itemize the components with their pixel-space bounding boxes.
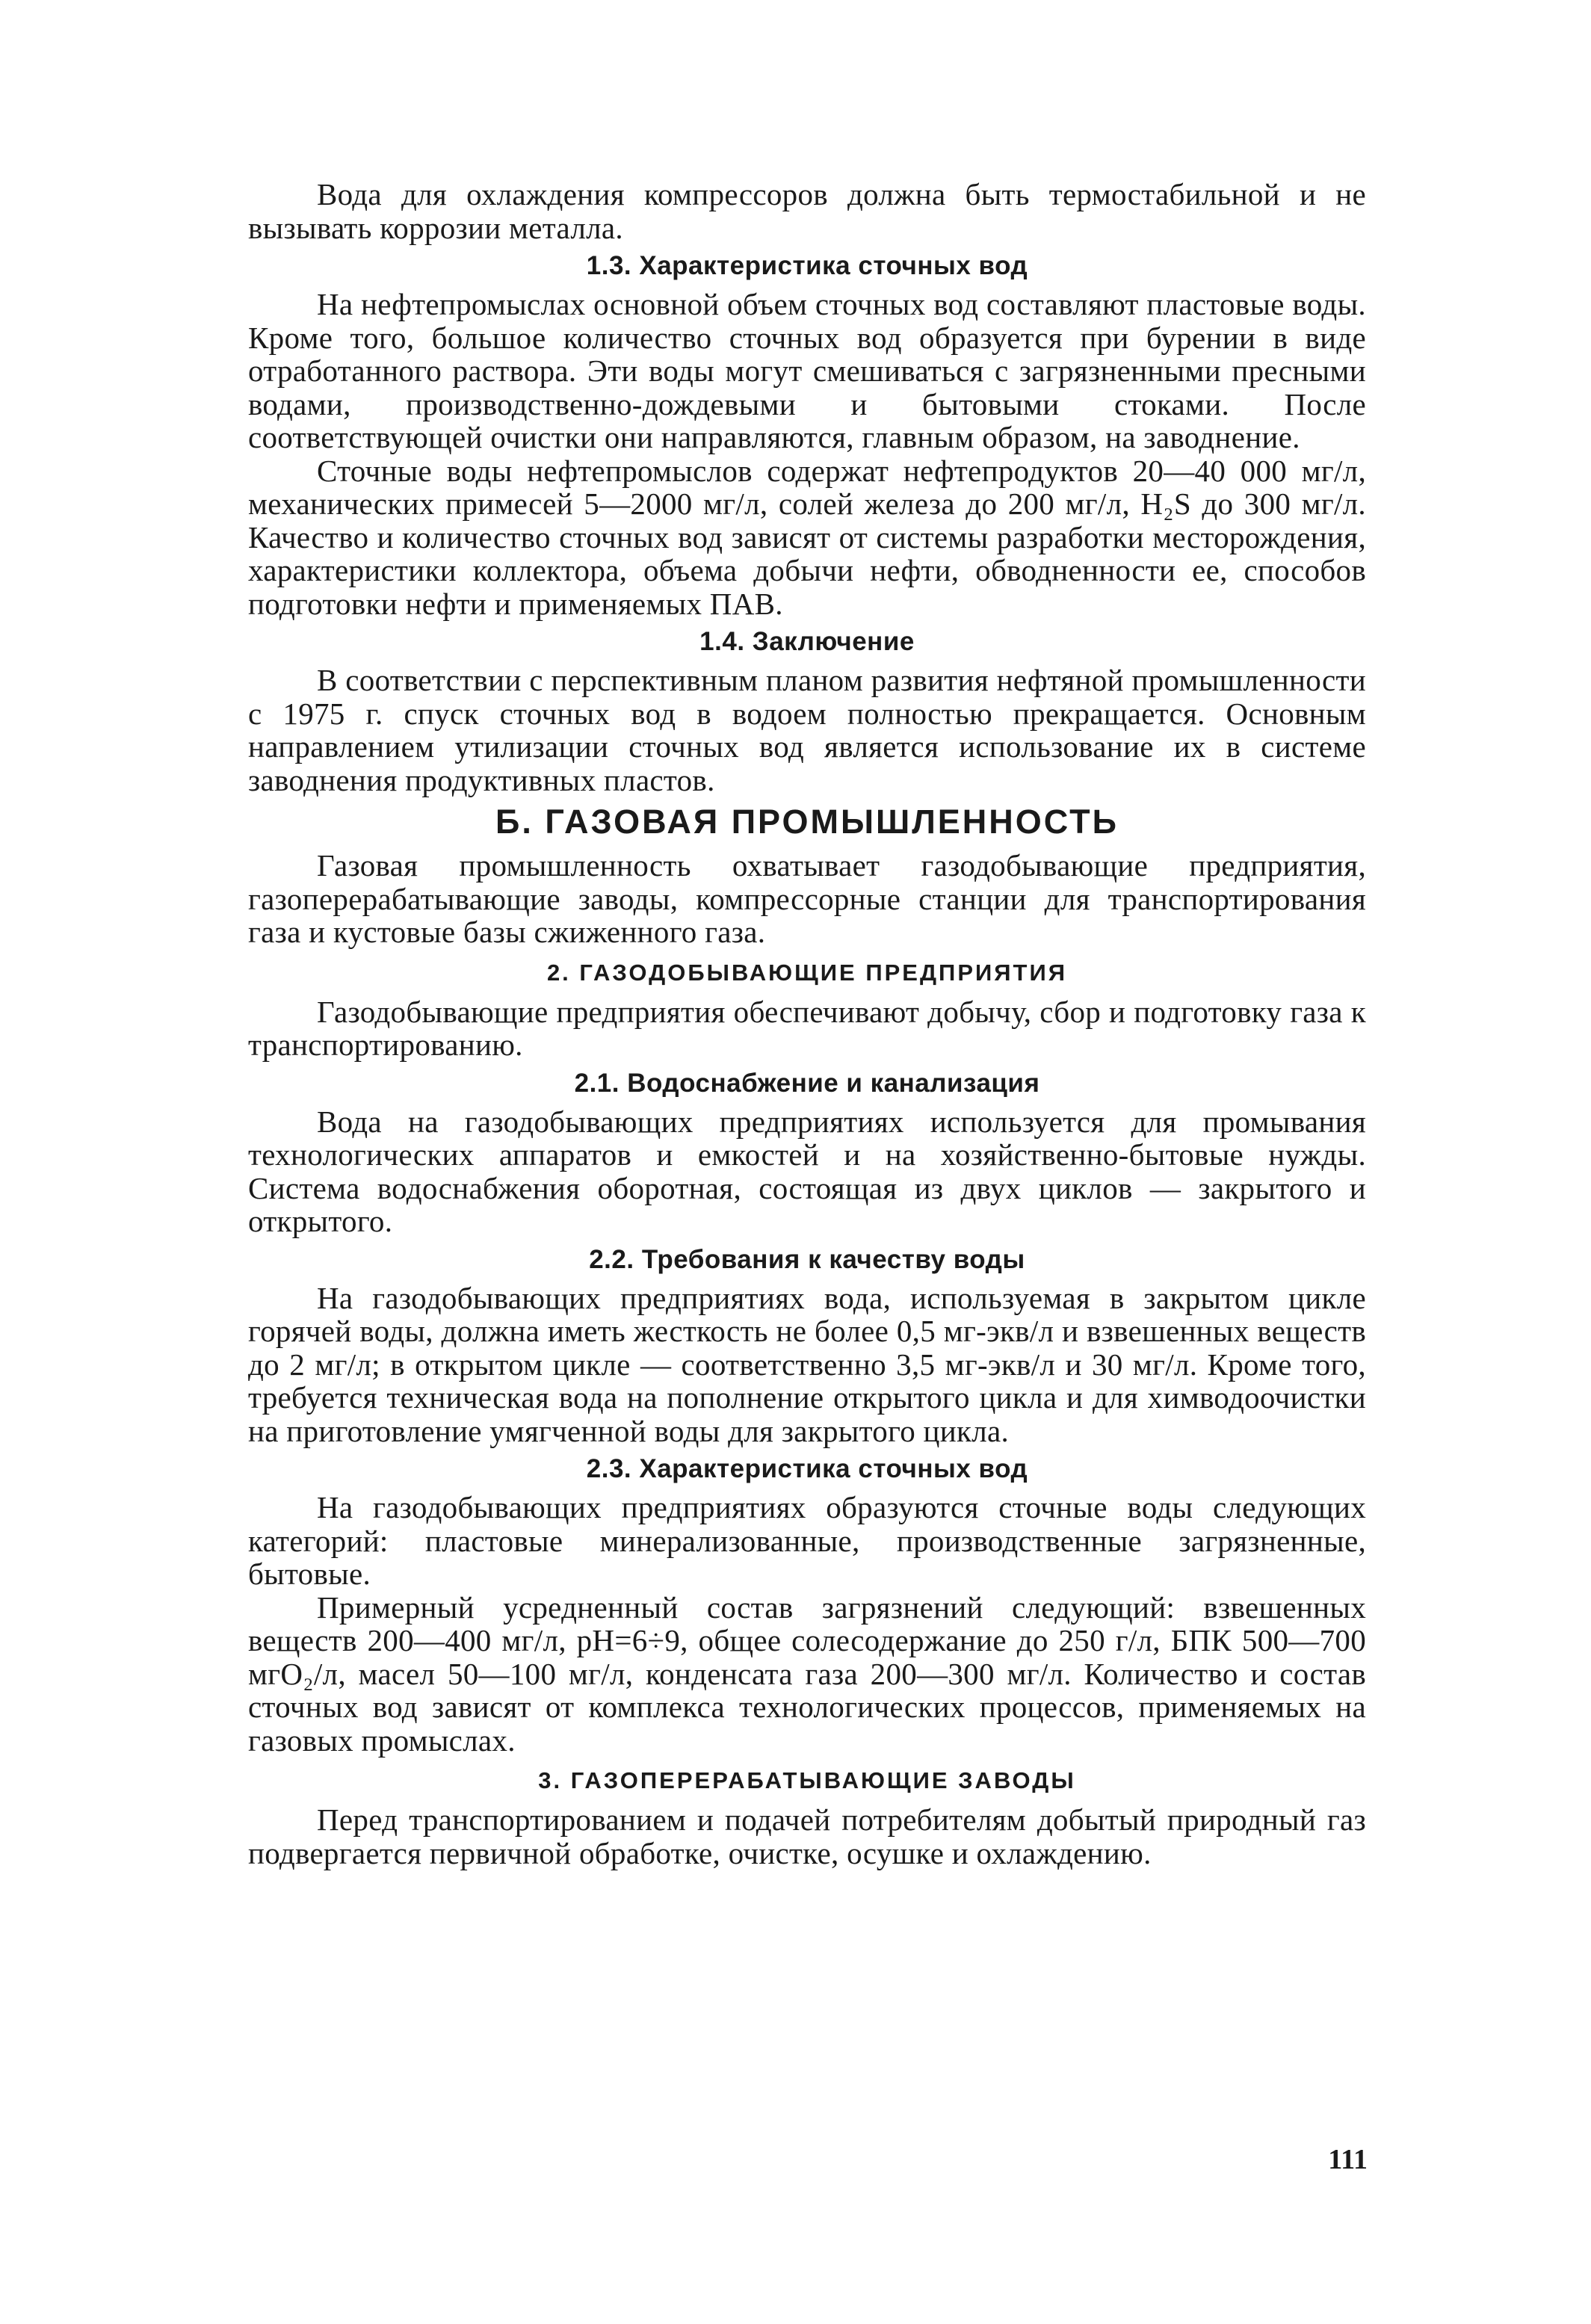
paragraph-oilfield-wastewater: На нефтепромыслах основной объем сточных вод составляют пластовые воды. Кроме того, большое количество сточных вод образуется при бурении в виде отработанного раствора. Эти воды могут смешиваться с загрязненными пресными водами, производственно-дождевыми и бытовыми стоками. После соответствующей очистки они направляются, главным образом, на заводнение. <box>248 287 1366 454</box>
paragraph-gas-processing: Перед транспортированием и подачей потребителям добытый природный газ подвергается первичной обработке, очистке, осушке и охлаждению. <box>248 1802 1366 1870</box>
heading-3: 3. ГАЗОПЕРЕРАБАТЫВАЮЩИЕ ЗАВОДЫ <box>538 1767 1076 1793</box>
paragraph-conclusion: В соответствии с перспективным планом развития нефтяной промышленности с 1975 г. спуск сточных вод в водоем полностью прекращается. Основным направлением утилизации сточных вод является использование их в системе заводнения продуктивных пластов. <box>248 663 1366 797</box>
paragraph-compressor-cooling: Вода для охлаждения компрессоров должна быть термостабильной и не вызывать коррозии металла. <box>248 177 1366 245</box>
paragraph-water-quality: На газодобывающих предприятиях вода, используемая в закрытом цикле горячей воды, должна иметь жесткость не более 0,5 мг-экв/л и взвешенных веществ до 2 мг/л; в открытом цикле — соответственно 3,5 мг-экв/л и 30 мг/л. Кроме того, требуется техническая вода на пополнение открытого цикла и для химводоочистки на приготовление умягченной воды для закрытого цикла. <box>248 1280 1366 1448</box>
paragraph-oilfield-composition: Сточные воды нефтепромыслов содержат нефтепродуктов 20—40 000 мг/л, механических примесей 5—2000 мг/л, солей железа до 200 мг/л, H₂S до 300 мг/л. Качество и количество сточных вод зависят от системы разработки месторождения, характеристики коллектора, объема добычи нефти, обводненности ее, способов подготовки нефти и применяемых ПАВ. <box>248 453 1366 621</box>
paragraph-gas-wastewater-categories: На газодобывающих предприятиях образуются сточные воды следующих категорий: пластовые минерализованные, производственные загрязненные, бытовые. <box>248 1490 1366 1591</box>
heading-2: 2. ГАЗОДОБЫВАЮЩИЕ ПРЕДПРИЯТИЯ <box>546 959 1068 986</box>
paragraph-gas-wastewater-composition: Примерный усредненный состав загрязнений следующий: взвешенных веществ 200—400 мг/л, pH=6÷9, общее солесодержание до 250 г/л, БПК 500—700 мгO₂/л, масел 50—100 мг/л, конденсата газа 200—300 мг/л. Количество и состав сточных вод зависят от комплекса технологических процессов, применяемых на газовых промыслах. <box>248 1589 1366 1758</box>
heading-section-b: Б. ГАЗОВАЯ ПРОМЫШЛЕННОСТЬ <box>495 803 1119 841</box>
paragraph-gas-industry: Газовая промышленность охватывает газодобывающие предприятия, газоперерабатывающие заводы, компрессорные станции для транспортирования газа и кустовые базы сжиженного газа. <box>248 848 1366 949</box>
page-number: 111 <box>1328 2144 1368 2175</box>
text-column <box>248 178 1366 1870</box>
heading-2-1: 2.1. Водоснабжение и канализация <box>574 1068 1040 1098</box>
heading-1-4: 1.4. Заключение <box>699 627 915 656</box>
paragraph-gas-producing: Газодобывающие предприятия обеспечивают добычу, сбор и подготовку газа к транспортированию. <box>248 994 1366 1062</box>
heading-1-3: 1.3. Характеристика сточных вод <box>586 251 1028 280</box>
heading-2-3: 2.3. Характеристика сточных вод <box>586 1454 1028 1483</box>
heading-2-2: 2.2. Требования к качеству воды <box>589 1244 1025 1274</box>
paragraph-water-supply: Вода на газодобывающих предприятиях используется для промывания технологических аппаратов и емкостей и на хозяйственно-бытовые нужды. Система водоснабжения оборотная, состоящая из двух циклов — закрытого и открытого. <box>248 1104 1366 1238</box>
